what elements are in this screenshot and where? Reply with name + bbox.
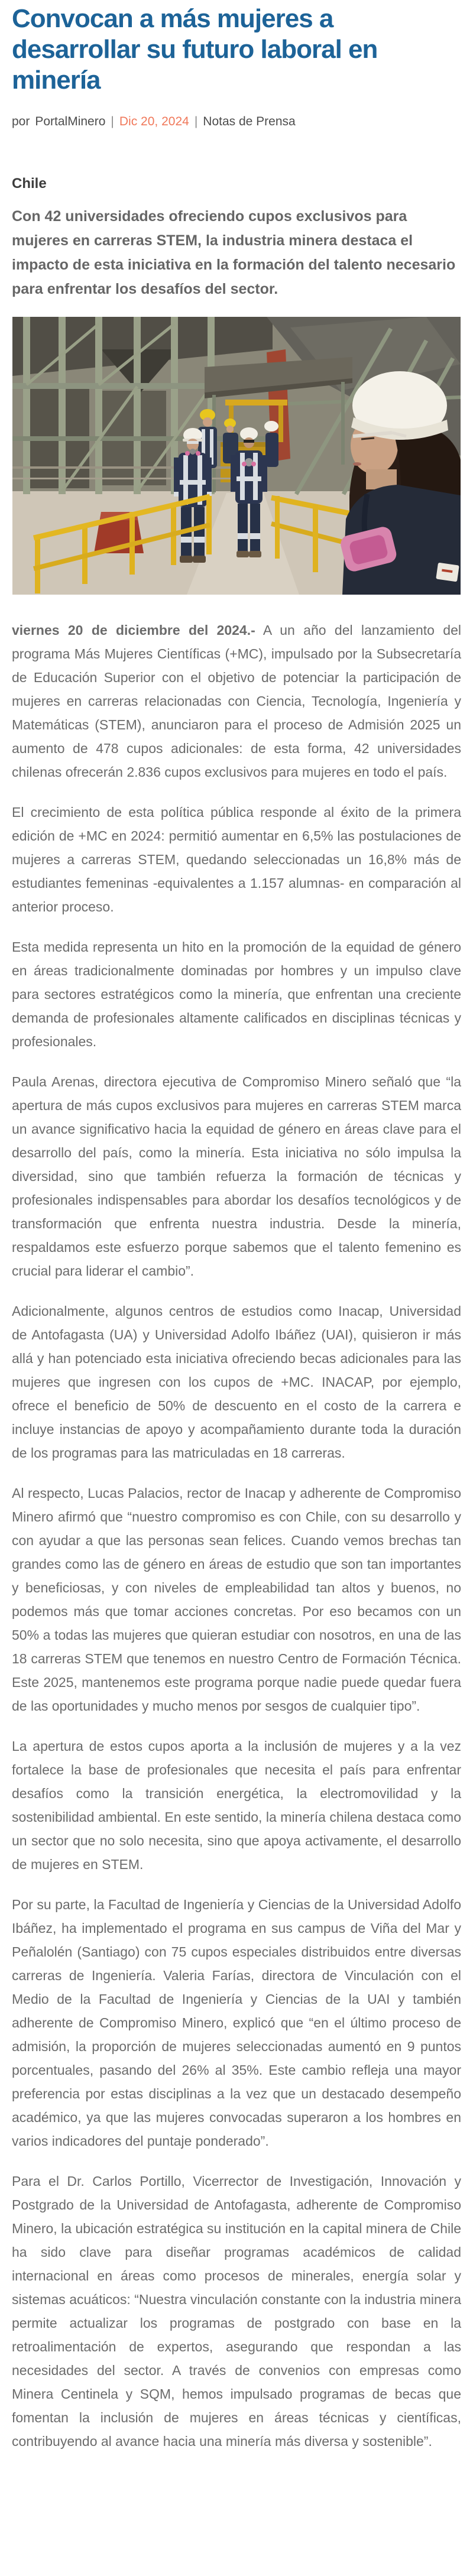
page-title: [12, 4, 461, 96]
paragraph: Paula Arenas, directora ejecutiva de Compromiso Minero señaló que “la apertura de más cupos exclusivos para mujeres en carreras STEM marca un avance significativo hacia la equidad de género en áreas clave para el desarrollo del país, como la minería. Esta iniciativa no sólo impulsa la diversidad, sino que también refuerza la formación de técnicas y profesionales indispensables para abordar los desafíos tecnológicos y de transformación que enfrenta nuestra industria. Desde la minería, respaldamos este esfuerzo porque sabemos que el talento femenino es crucial para liderar el cambio”.: [12, 1074, 461, 1279]
location-heading: Chile: [12, 176, 47, 192]
mining-plant-workers-image: [12, 317, 461, 595]
paragraph: La apertura de estos cupos aporta a la inclusión de mujeres y a la vez fortalece la base de profesionales que necesita el país para enfrentar desafíos como la transición energética, la electromovilidad y la sostenibilidad ambiental. En este sentido, la minería chilena destaca como un sector que no solo necesita, sino que apoya activamente, el desarrollo de mujeres en STEM.: [12, 1738, 461, 1872]
title-line-3: minería: [12, 66, 101, 95]
category-link[interactable]: Notas de Prensa: [203, 115, 296, 128]
paragraph: Esta medida representa un hito en la promoción de la equidad de género en áreas tradicionalmente dominadas por hombres y un impulso clave para sectores estratégicos como la minería, que enfrentan una creciente demanda de profesionales altamente calificados en disciplinas técnicas y profesionales.: [12, 939, 461, 1049]
paragraph: viernes 20 de diciembre del 2024.- A un año del lanzamiento del programa Más Mujeres Científicas (+MC), impulsado por la Subsecretaría de Educación Superior con el objetivo de potenciar la participación de mujeres en carreras relacionadas con Ciencia, Tecnología, Ingeniería y Matemáticas (STEM), anunciaron para el proceso de Admisión 2025 un aumento de 478 cupos adicionales: de esta forma, 42 universidades chilenas ofrecerán 2.836 cupos exclusivos para mujeres en todo el país.: [12, 622, 461, 780]
byline-separator: |: [111, 115, 114, 128]
paragraph: Al respecto, Lucas Palacios, rector de Inacap y adherente de Compromiso Minero afirmó que “nuestro compromiso es con Chile, con su desarrollo y con ayudar a que las personas sean felices. Cuando vemos brechas tan grandes como las de género en áreas de estudio que son tan importantes y beneficiosas, y con niveles de empleabilidad tan altos y buenos, no podemos más que tomar acciones concretas. Por eso becamos con un 50% a todas las mujeres que quieran estudiar con nosotros, en una de las 18 carreras STEM que tenemos en nuestro Centro de Formación Técnica. Este 2025, mantenemos este programa porque nadie puede quedar fuera de las oportunidades y mucho menos por sesgos de cualquier tipo”.: [12, 1485, 461, 1714]
title-line-1: Convocan a más mujeres a: [12, 4, 333, 33]
paragraph: Para el Dr. Carlos Portillo, Vicerrector de Investigación, Innovación y Postgrado de la Universidad de Antofagasta, adherente de Compromiso Minero, la ubicación estratégica su institución en la capital minera de Chile ha sido clave para diseñar programas académicos de calidad internacional en áreas como procesos de minerales, energía solar y sistemas acuáticos: “Nuestra vinculación constante con la industria minera permite actualizar los programas de postgrado con base en la retroalimentación de expertos, asegurando que respondan a las necesidades del sector. A través de convenios con empresas como Minera Centinela y SQM, hemos impulsado programas de becas que fomentan la inclusión de mujeres en áreas técnicas y científicas, contribuyendo al avance hacia una minería más diversa y sostenible”.: [12, 2173, 461, 2449]
article-photo: [12, 317, 461, 595]
title-line-2: desarrollar su futuro laboral en: [12, 35, 378, 64]
article-body: [12, 618, 461, 2453]
lead-paragraph: Con 42 universidades ofreciendo cupos exclusivos para mujeres en carreras STEM, la industria minera destaca el impacto de esta iniciativa en la formación del talento necesario para enfrentar los desafíos del sector.: [12, 208, 456, 297]
publish-date: Dic 20, 2024: [119, 115, 189, 128]
byline: [12, 115, 461, 129]
paragraph: El crecimiento de esta política pública responde al éxito de la primera edición de +MC en 2024: permitió aumentar en 6,5% las postulaciones de mujeres a carreras STEM, quedando seleccionadas un 16,8% más de estudiantes femeninas -equivalentes a 1.157 alumnas- en comparación al anterior proceso.: [12, 804, 461, 914]
paragraph: Adicionalmente, algunos centros de estudios como Inacap, Universidad de Antofagasta (UA) y Universidad Adolfo Ibáñez (UAI), quisieron ir más allá y han potenciado esta iniciativa ofreciendo becas adicionales para las mujeres que ingresen con los cupos de +MC. INACAP, por ejemplo, ofrece el beneficio de 50% de descuento en el costo de la carrera e incluye instancias de apoyo y acompañamiento durante toda la duración de los programas para las matriculadas en 18 carreras.: [12, 1303, 461, 1461]
byline-separator: |: [194, 115, 198, 128]
foreground-woman: [339, 371, 461, 595]
byline-prefix: por: [12, 115, 30, 128]
paragraph: Por su parte, la Facultad de Ingeniería y Ciencias de la Universidad Adolfo Ibáñez, ha implementado el programa en sus campus de Viña del Mar y Peñalolén (Santiago) con 75 cupos especiales distribuidos entre diversas carreras de Ingeniería. Valeria Farías, directora de Vinculación con el Medio de la Facultad de Ingeniería y Ciencias de la UAI y también adherente de Compromiso Minero, explicó que “en el último proceso de admisión, la proporción de mujeres seleccionadas aumentó en 9 puntos porcentuales, pasando del 26% al 35%. Este cambio refleja una mayor preferencia por estas disciplinas a la vez que un destacado desempeño académico, ya que las mujeres convocadas superaron a los hombres en varios indicadores del puntaje ponderado”.: [12, 1897, 461, 2149]
author-link[interactable]: PortalMinero: [35, 115, 106, 128]
paragraph-date-lead: viernes 20 de diciembre del 2024.-: [12, 622, 255, 638]
